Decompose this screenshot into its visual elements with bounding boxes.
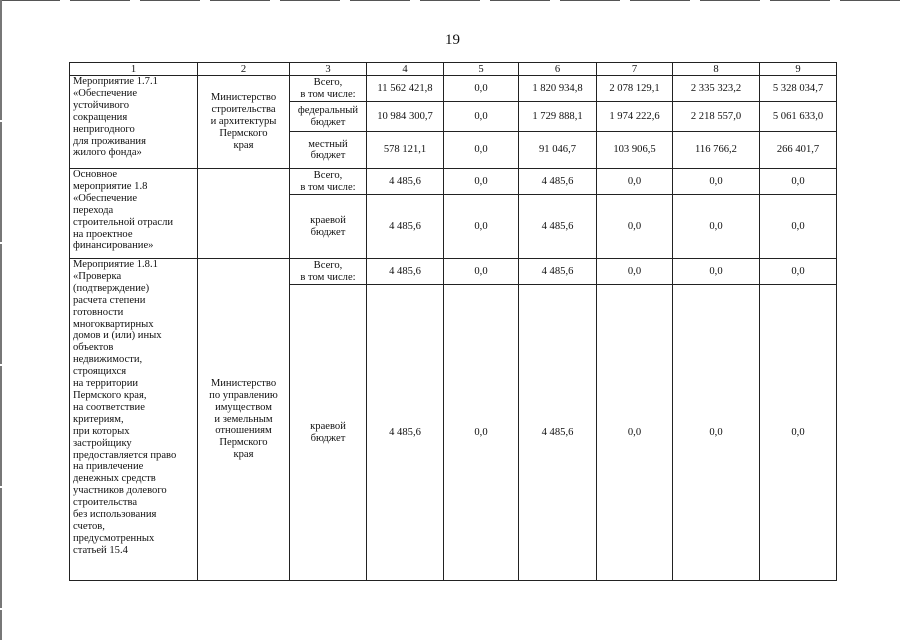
value-cell: 1 820 934,8 bbox=[519, 76, 597, 102]
value-cell: 4 485,6 bbox=[519, 285, 597, 581]
value-cell: 0,0 bbox=[760, 169, 837, 195]
funding-source-cell: федеральный бюджет bbox=[290, 102, 367, 132]
table-row bbox=[70, 259, 837, 285]
value-cell: 4 485,6 bbox=[367, 195, 444, 259]
value-cell: 4 485,6 bbox=[519, 169, 597, 195]
column-number: 5 bbox=[444, 63, 519, 76]
value-cell: 0,0 bbox=[597, 259, 673, 285]
column-number: 9 bbox=[760, 63, 837, 76]
page-number: 19 bbox=[445, 32, 460, 48]
table-row bbox=[70, 76, 837, 102]
executor-cell: Министерство строительства и архитектуры Пермского края bbox=[198, 76, 290, 169]
executor-cell: Министерство по управлению имуществом и земельным отношениям Пермского края bbox=[198, 259, 290, 581]
column-number: 7 bbox=[597, 63, 673, 76]
value-cell: 11 562 421,8 bbox=[367, 76, 444, 102]
value-cell: 0,0 bbox=[444, 195, 519, 259]
column-number: 2 bbox=[198, 63, 290, 76]
value-cell: 4 485,6 bbox=[519, 259, 597, 285]
value-cell: 0,0 bbox=[673, 195, 760, 259]
table-row bbox=[70, 169, 837, 195]
column-number: 6 bbox=[519, 63, 597, 76]
column-number: 4 bbox=[367, 63, 444, 76]
value-cell: 91 046,7 bbox=[519, 132, 597, 169]
value-cell: 0,0 bbox=[444, 102, 519, 132]
funding-source-cell: Всего, в том числе: bbox=[290, 259, 367, 285]
value-cell: 4 485,6 bbox=[367, 259, 444, 285]
value-cell: 0,0 bbox=[444, 259, 519, 285]
value-cell: 0,0 bbox=[673, 259, 760, 285]
scan-top-edge bbox=[0, 0, 905, 1]
funding-source-cell: краевой бюджет bbox=[290, 195, 367, 259]
value-cell: 2 335 323,2 bbox=[673, 76, 760, 102]
activity-cell: Мероприятие 1.7.1 «Обеспечение устойчивого сокращения непригодного для проживания жилого фонда» bbox=[70, 76, 198, 169]
activity-cell: Мероприятие 1.8.1 «Проверка (подтверждение) расчета степени готовности многоквартирных домов и (или) иных объектов недвижимости, строящихся на территории Пермского края, на соответствие критериям, при которых застройщику предоставляется право на привлечение денежных средств участников долевого строительства без использования счетов, предусмотренных статьей 15.4 bbox=[70, 259, 198, 581]
budget-table bbox=[69, 62, 837, 581]
value-cell: 103 906,5 bbox=[597, 132, 673, 169]
column-number-row bbox=[70, 63, 837, 76]
value-cell: 4 485,6 bbox=[367, 285, 444, 581]
funding-source-cell: Всего, в том числе: bbox=[290, 169, 367, 195]
value-cell: 0,0 bbox=[597, 285, 673, 581]
executor-cell bbox=[198, 169, 290, 259]
value-cell: 4 485,6 bbox=[367, 169, 444, 195]
value-cell: 116 766,2 bbox=[673, 132, 760, 169]
value-cell: 0,0 bbox=[444, 76, 519, 102]
value-cell: 2 078 129,1 bbox=[597, 76, 673, 102]
value-cell: 0,0 bbox=[760, 259, 837, 285]
column-number: 8 bbox=[673, 63, 760, 76]
value-cell: 0,0 bbox=[444, 169, 519, 195]
funding-source-cell: местный бюджет bbox=[290, 132, 367, 169]
value-cell: 5 061 633,0 bbox=[760, 102, 837, 132]
value-cell: 0,0 bbox=[760, 285, 837, 581]
value-cell: 0,0 bbox=[597, 169, 673, 195]
value-cell: 0,0 bbox=[760, 195, 837, 259]
funding-source-cell: Всего, в том числе: bbox=[290, 76, 367, 102]
value-cell: 5 328 034,7 bbox=[760, 76, 837, 102]
value-cell: 0,0 bbox=[673, 285, 760, 581]
scan-left-edge bbox=[0, 0, 2, 640]
value-cell: 0,0 bbox=[444, 132, 519, 169]
value-cell: 0,0 bbox=[444, 285, 519, 581]
value-cell: 4 485,6 bbox=[519, 195, 597, 259]
value-cell: 578 121,1 bbox=[367, 132, 444, 169]
column-number: 1 bbox=[70, 63, 198, 76]
value-cell: 2 218 557,0 bbox=[673, 102, 760, 132]
activity-cell: Основное мероприятие 1.8 «Обеспечение перехода строительной отрасли на проектное финансирование» bbox=[70, 169, 198, 259]
column-number: 3 bbox=[290, 63, 367, 76]
value-cell: 0,0 bbox=[597, 195, 673, 259]
value-cell: 266 401,7 bbox=[760, 132, 837, 169]
value-cell: 1 729 888,1 bbox=[519, 102, 597, 132]
funding-source-cell: краевой бюджет bbox=[290, 285, 367, 581]
value-cell: 10 984 300,7 bbox=[367, 102, 444, 132]
value-cell: 0,0 bbox=[673, 169, 760, 195]
value-cell: 1 974 222,6 bbox=[597, 102, 673, 132]
